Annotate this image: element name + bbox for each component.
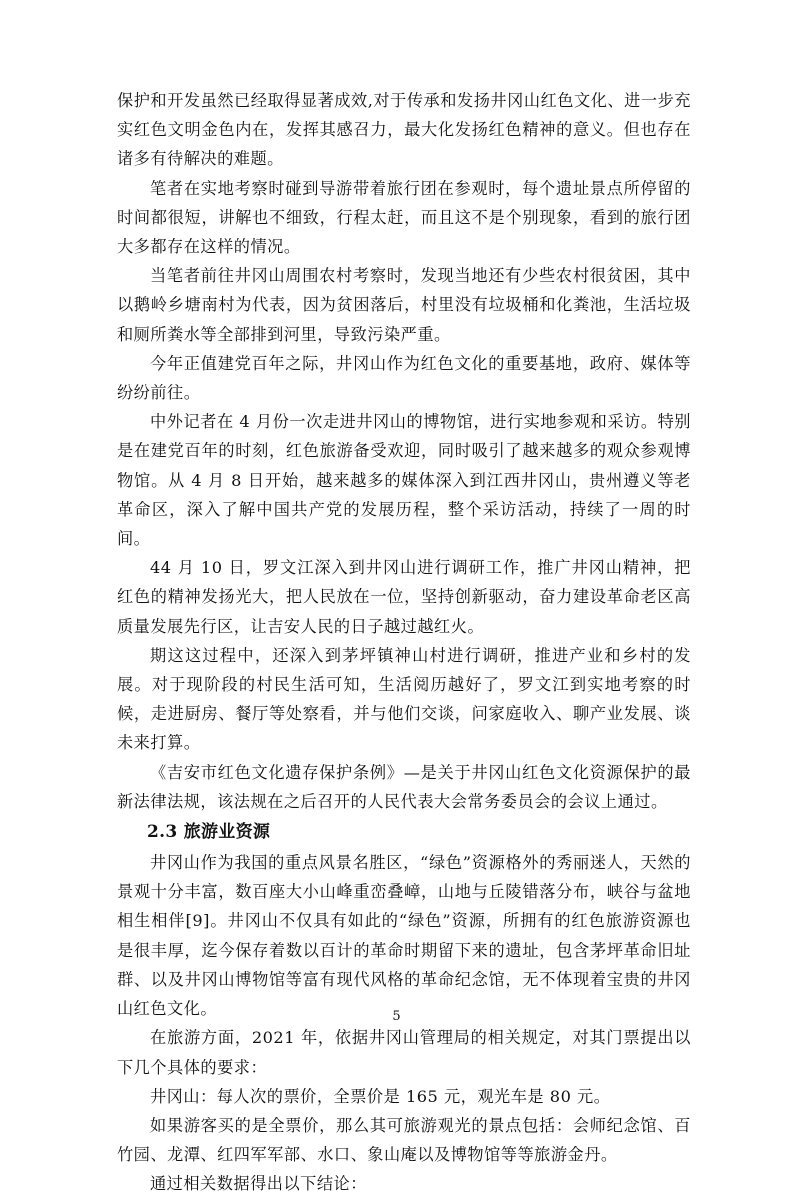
paragraph: 今年正值建党百年之际，井冈山作为红色文化的重要基地，政府、媒体等纷纷前往。 (117, 353, 691, 403)
paragraph: 保护和开发虽然已经取得显著成效,对于传承和发扬井冈山红色文化、进一步充实红色文明金色内在，发挥其感召力，最大化发扬红色精神的意义。但也存在诸多有待解决的难题。 (117, 91, 691, 169)
page-number: 5 (392, 1009, 401, 1024)
page-body (117, 86, 691, 1199)
paragraph: 井冈山作为我国的重点风景名胜区，“绿色”资源格外的秀丽迷人，天然的景观十分丰富，数百座大小山峰重峦叠嶂，山地与丘陵错落分布，峡谷与盆地相生相伴[9]。井冈山不仅具有如此的“绿色”资源，所拥有的红色旅游资源也是很丰厚，迄今保存着数以百计的革命时期留下来的遗址，包含茅坪革命旧址群、以及井冈山博物馆等富有现代风格的革命纪念馆，无不体现着宝贵的井冈山红色文化。 (117, 853, 691, 1019)
paragraph: 如果游客买的是全票价，那么其可旅游观光的景点包括：会师纪念馆、百竹园、龙潭、红四军军部、水口、象山庵以及博物馆等等旅游金丹。 (117, 1115, 691, 1165)
paragraph: 44 月 10 日，罗文江深入到井冈山进行调研工作，推广井冈山精神，把红色的精神发扬光大，把人民放在一位，坚持创新驱动，奋力建设革命老区高质量发展先行区，让吉安人民的日子越过越红火。 (117, 558, 691, 636)
section-heading: 2.3 旅游业资源 (147, 822, 271, 843)
paragraph: 当笔者前往井冈山周围农村考察时，发现当地还有少些农村很贫困，其中以鹅岭乡塘南村为代表，因为贫困落后，村里没有垃圾桶和化粪池，生活垃圾和厕所粪水等全部排到河里，导致污染严重。 (117, 266, 691, 344)
paragraph: 中外记者在 4 月份一次走进井冈山的博物馆，进行实地参观和采访。特别是在建党百年的时刻，红色旅游备受欢迎，同时吸引了越来越多的观众参观博物馆。从 4 月 8 日开始，越来越多的媒体深入到江西井冈山，贵州遵义等老革命区，深入了解中国共产党的发展历程，整个采访活动，持续了一周的时间。 (117, 412, 691, 549)
paragraph: 通过相关数据得出以下结论： (150, 1174, 367, 1194)
paragraph: 在旅游方面，2021 年，依据井冈山管理局的相关规定，对其门票提出以下几个具体的要求： (117, 1028, 691, 1077)
paragraph: 笔者在实地考察时碰到导游带着旅行团在参观时，每个遗址景点所停留的时间都很短，讲解也不细致，行程太赶，而且这不是个别现象，看到的旅行团大多都存在这样的情况。 (117, 178, 691, 257)
paragraph: 井冈山：每人次的票价，全票价是 165 元，观光车是 80 元。 (150, 1086, 611, 1106)
paragraph: 期这这过程中，还深入到茅坪镇神山村进行调研，推进产业和乡村的发展。对于现阶段的村民生活可知，生活阅历越好了，罗文江到实地考察的时候，走进厨房、餐厅等处察看，并与他们交谈，问家庭收入、聊产业发展、谈未来打算。 (117, 645, 691, 753)
paragraph: 《吉安市红色文化遗存保护条例》—是关于井冈山红色文化资源保护的最新法律法规，该法规在之后召开的人民代表大会常务委员会的会议上通过。 (117, 762, 691, 811)
